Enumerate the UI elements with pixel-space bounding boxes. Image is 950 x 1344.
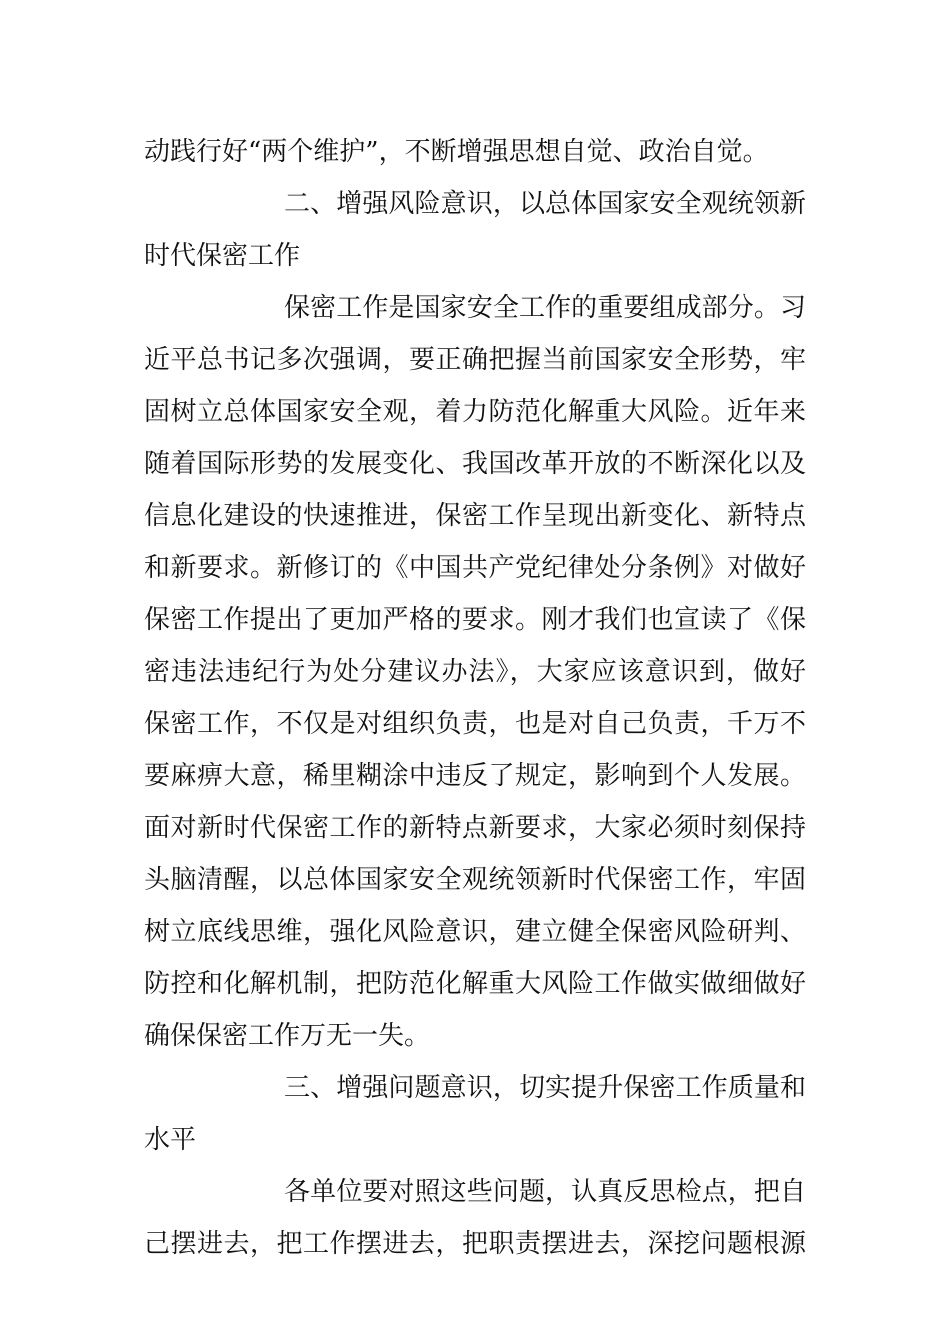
section-heading-2-cont: 时代保密工作 [144,241,301,271]
paragraph-line: 保密工作是国家安全工作的重要组成部分。习 [284,293,806,323]
section-heading-3-cont: 水平 [144,1125,197,1155]
paragraph-line: 各单位要对照这些问题，认真反思检点，把自 [284,1177,806,1207]
paragraph-line: 近平总书记多次强调，要正确把握当前国家安全形势，牢 [144,345,806,375]
section-heading-2: 二、增强风险意识，以总体国家安全观统领新 [284,189,806,219]
paragraph-line: 己摆进去，把工作摆进去，把职责摆进去，深挖问题根源 [144,1229,806,1259]
paragraph-line: 面对新时代保密工作的新特点新要求，大家必须时刻保持 [144,813,806,843]
paragraph-line: 固树立总体国家安全观，着力防范化解重大风险。近年来 [144,397,806,427]
paragraph-line: 保密工作，不仅是对组织负责，也是对自己负责，千万不 [144,709,806,739]
paragraph-line: 和新要求。新修订的《中国共产党纪律处分条例》对做好 [144,553,806,583]
paragraph-line: 防控和化解机制，把防范化解重大风险工作做实做细做好 [144,969,806,999]
paragraph-line: 确保保密工作万无一失。 [144,1021,431,1051]
paragraph-line: 密违法违纪行为处分建议办法》，大家应该意识到，做好 [144,657,806,687]
paragraph-line: 头脑清醒，以总体国家安全观统领新时代保密工作，牢固 [144,865,806,895]
paragraph-line: 随着国际形势的发展变化、我国改革开放的不断深化以及 [144,449,806,479]
paragraph-line: 树立底线思维，强化风险意识，建立健全保密风险研判、 [144,917,806,947]
paragraph-line: 保密工作提出了更加严格的要求。刚才我们也宣读了《保 [144,605,806,635]
section-heading-3: 三、增强问题意识，切实提升保密工作质量和 [284,1073,806,1103]
paragraph-line: 信息化建设的快速推进，保密工作呈现出新变化、新特点 [144,501,806,531]
text-line: 动践行好“两个维护”，不断增强思想自觉、政治自觉。 [144,137,769,167]
paragraph-line: 要麻痹大意，稀里糊涂中违反了规定，影响到个人发展。 [144,761,806,791]
